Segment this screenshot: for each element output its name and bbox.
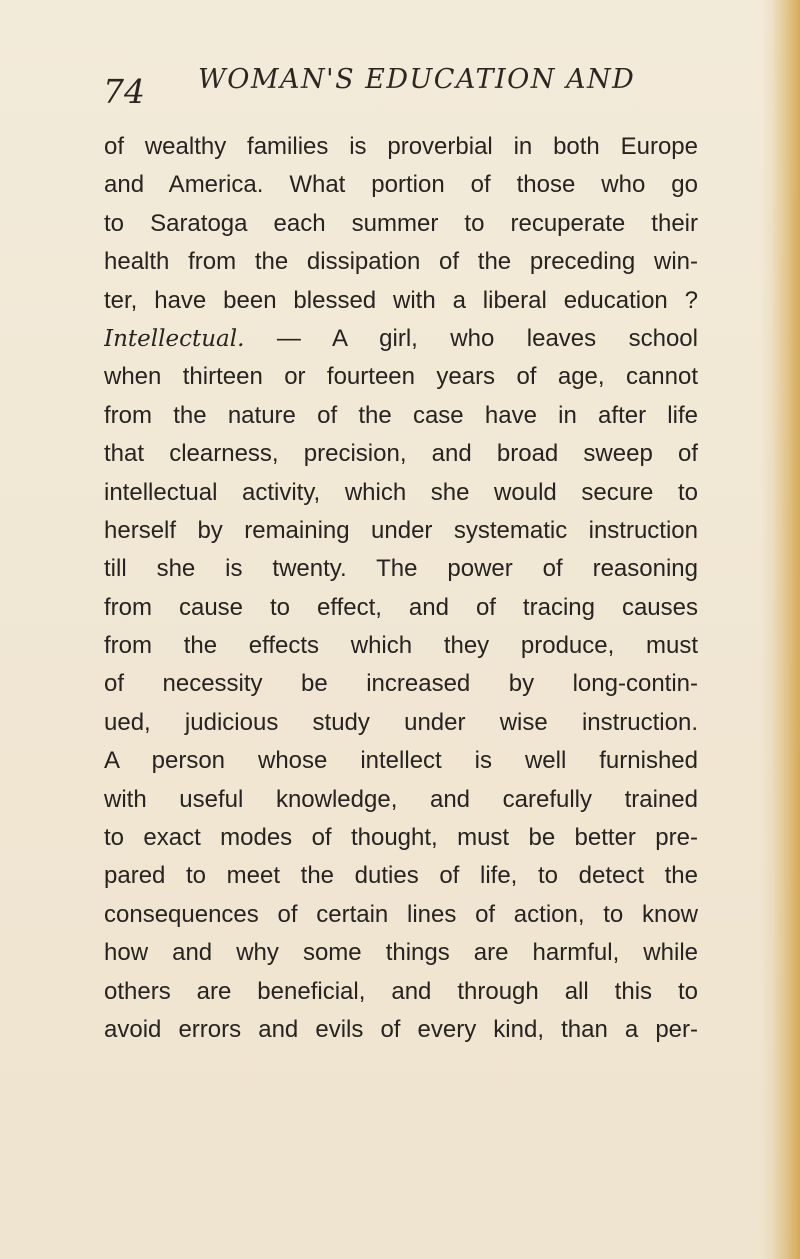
text-line-intellectual [104,320,698,358]
text-line-rest: — A girl, who leaves school [244,324,698,352]
text-line: avoid errors and evils of every kind, than a per- [104,1015,698,1043]
text-line: from the nature of the case have in after life [104,401,698,429]
text-line: ued, judicious study under wise instruction. [104,708,698,736]
running-head: WOMAN'S EDUCATION AND [198,64,636,95]
text-line: from the effects which they produce, must [104,632,698,660]
page-number: 74 [103,72,145,111]
text-line: when thirteen or fourteen years of age, cannot [104,363,698,391]
text-line: till she is twenty. The power of reasoning [104,555,698,583]
text-line: of necessity be increased by long-contin- [104,670,698,698]
text-line: consequences of certain lines of action, to know [104,900,698,928]
text-line: of wealthy families is proverbial in both Europe [104,133,698,160]
section-label-intellectual: Intellectual. [104,325,245,352]
text-line: health from the dissipation of the preceding win- [104,248,698,276]
text-line: from cause to effect, and of tracing causes [104,593,698,621]
text-line: herself by remaining under systematic instruction [104,516,698,544]
text-line: A person whose intellect is well furnished [104,747,698,775]
text-line: that clearness, precision, and broad sweep of [104,440,698,468]
text-line: others are beneficial, and through all this to [104,977,698,1005]
text-line: how and why some things are harmful, while [104,939,698,967]
text-line: to exact modes of thought, must be better pre- [104,824,698,852]
text-line: pared to meet the duties of life, to detect the [104,862,698,890]
text-line: and America. What portion of those who go [104,171,698,199]
body-text [104,128,698,1049]
text-line: to Saratoga each summer to recuperate their [104,209,698,237]
text-line: with useful knowledge, and carefully trained [104,785,698,813]
text-line: intellectual activity, which she would secure to [104,478,698,506]
page-header [103,62,663,112]
text-line: ter, have been blessed with a liberal education ? [104,286,698,314]
